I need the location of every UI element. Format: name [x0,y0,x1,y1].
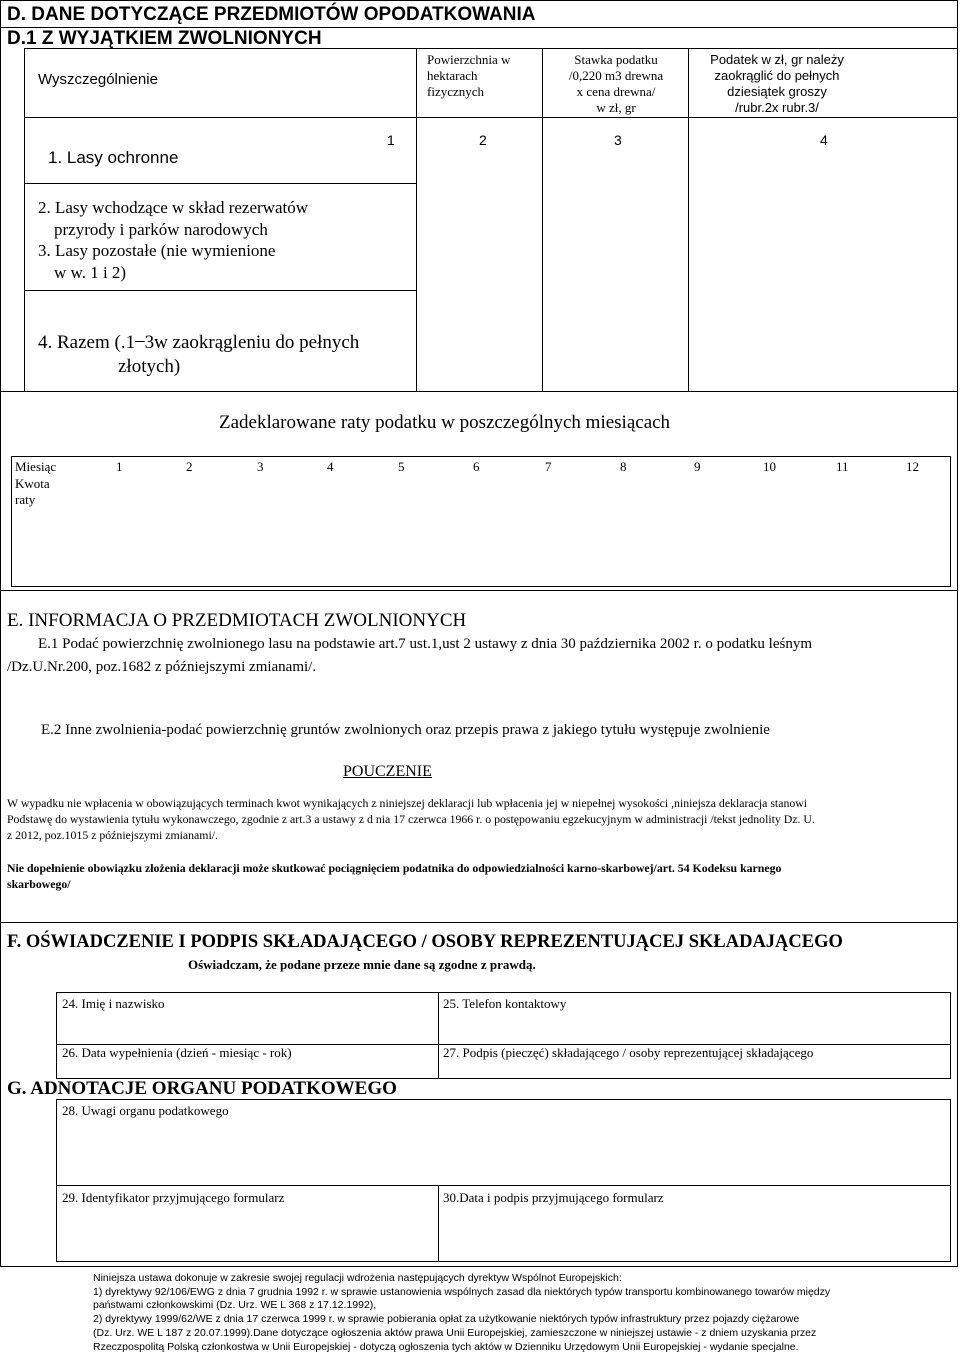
section-d1-subtitle: D.1 Z WYJĄTKIEM ZWOLNIONYCH [7,28,322,49]
month-1: 1 [116,459,123,474]
field-28-label: 28. Uwagi organu podatkowego [62,1103,229,1118]
installments-title: Zadeklarowane raty podatku w poszczególnych miesiącach [219,412,671,433]
col-number-3: 3 [614,132,622,148]
row-3-label: 3. Lasy pozostałe (nie wymienione w w. 1 i 2) [38,241,276,282]
pouczenie-text-2: Nie dopełnienie obowiązku złożenia deklaracji może skutkować pociągnięciem podatnika do odpowiedzialności karno-skarbowej/art. 54 Kodeksu karnego skarbowego/ [7,861,782,891]
field-24-label: 24. Imię i nazwisko [62,996,165,1011]
col-header-desc: Wyszczególnienie [38,71,158,88]
month-7: 7 [545,459,552,474]
e1-line-2: /Dz.U.Nr.200, poz.1682 z późniejszymi zmianami/. [7,659,317,675]
field-30-label: 30.Data i podpis przyjmującego formularz [443,1190,664,1205]
section-d-title: D. DANE DOTYCZĄCE PRZEDMIOTÓW OPODATKOWANIA [7,4,536,25]
col-divider [688,48,689,392]
col-header-rate: Stawka podatku /0,220 m3 drewna x cena drewna/ w zł, gr [568,52,664,115]
amount-label: Kwota raty [15,476,50,507]
row-divider [24,290,416,291]
col-divider [542,48,543,392]
month-2: 2 [186,459,193,474]
section-f-title: F. OŚWIADCZENIE I PODPIS SKŁADAJĄCEGO / OSOBY REPREZENTUJĄCEJ SKŁADAJĄCEGO [7,932,843,952]
installments-table [11,456,951,587]
month-12: 12 [906,459,919,474]
month-10: 10 [763,459,776,474]
col-divider [416,48,417,392]
month-6: 6 [473,459,480,474]
row-4-label: 4. Razem (.1 ̶ 3w zaokrągleniu do pełnych złotych) [38,332,360,377]
month-3: 3 [257,459,264,474]
month-label: Miesiąc [15,459,57,474]
row-2-label: 2. Lasy wchodzące w skład rezerwatów przyrody i parków narodowych [38,198,308,239]
col-header-area: Powierzchnia w hektarach fizycznych [427,52,511,99]
month-8: 8 [620,459,627,474]
e1-line-1: E.1 Podać powierzchnię zwolnionego lasu na podstawie art.7 ust.1,ust 2 ustawy z dnia 30 października 2002 r. o podatku leśnym [38,636,812,652]
field-29-label: 29. Identyfikator przyjmującego formularz [62,1190,285,1205]
section-e-title: E. INFORMACJA O PRZEDMIOTACH ZWOLNIONYCH [7,610,467,631]
month-4: 4 [327,459,334,474]
section-f-statement: Oświadczam, że podane przeze mnie dane są zgodne z prawdą. [188,957,536,972]
footnote: Niniejsza ustawa dokonuje w zakresie swojej regulacji wdrożenia następujących dyrektyw Wspólnot Europejskich: 1) dyrektywy 92/106/EWG z dnia 7 grudnia 1992 r. w sprawie ustanowienia wspólnych zasad dla niektórych typów transportu kombinowanego towarów między państwami członkowskimi (Dz. Urz. WE L 368 z 17.12.1992), 2) dyrektywy 1999/62/WE z dnia 17 czerwca 1999 r. w sprawie pobierania opłat za użytkowanie niektórych typów infrastruktury przez pojazdy ciężarowe (Dz. Urz. WE L 187 z 20.07.1999).Dane dotyczące ogłoszenia aktów prawa Unii Europejskiej, zamieszczone w niniejszej ustawie - z dniem uzyskania przez Rzeczpospolitą Polską członkostwa w Unii Europejskiej - dotyczą ogłoszenia tych aktów w Dzienniku Urzędowym Unii Europejskiej - wydanie specjalne. [93,1272,831,1353]
col-header-tax: Podatek w zł, gr należy zaokrąglić do pełnych dziesiątek groszy /rubr.2x rubr.3/ [710,52,844,115]
month-9: 9 [694,459,701,474]
section-g-title: G. ADNOTACJE ORGANU PODATKOWEGO [7,1078,397,1099]
row-divider [24,183,416,184]
header-top-line [24,48,958,49]
col-number-4: 4 [820,132,828,148]
col-number-2: 2 [479,132,487,148]
field-27-label: 27. Podpis (pieczęć) składającego / osoby reprezentującej składającego [443,1045,814,1060]
field-25-label: 25. Telefon kontaktowy [443,996,567,1011]
pouczenie-title: POUCZENIE [343,763,432,780]
month-5: 5 [398,459,405,474]
field-26-label: 26. Data wypełnienia (dzień - miesiąc - rok) [62,1045,292,1060]
pouczenie-text-1: W wypadku nie wpłacenia w obowiązujących terminach kwot wynikających z niniejszej deklaracji lub wpłacenia jej w niepełnej wysokości ,niniejsza deklaracja stanowi Podstawę do wystawienia tytułu wykonawczego, zgodnie z art.3 a ustawy z d nia 17 czerwca 1966 r. o postępowaniu egzekucyjnym w administracji /tekst jednolity Dz. U. z 2012, poz.1015 z późniejszymi zmianami/. [7,796,815,842]
header-bottom-line [24,117,958,118]
table-left-line [24,48,25,392]
row-1-label: 1. Lasy ochronne [48,148,179,167]
col-number-1: 1 [387,132,395,148]
e2-text: E.2 Inne zwolnienia-podać powierzchnię gruntów zwolnionych oraz przepis prawa z jakiego tytułu występuje zwolnienie [41,722,770,738]
month-11: 11 [836,459,849,474]
